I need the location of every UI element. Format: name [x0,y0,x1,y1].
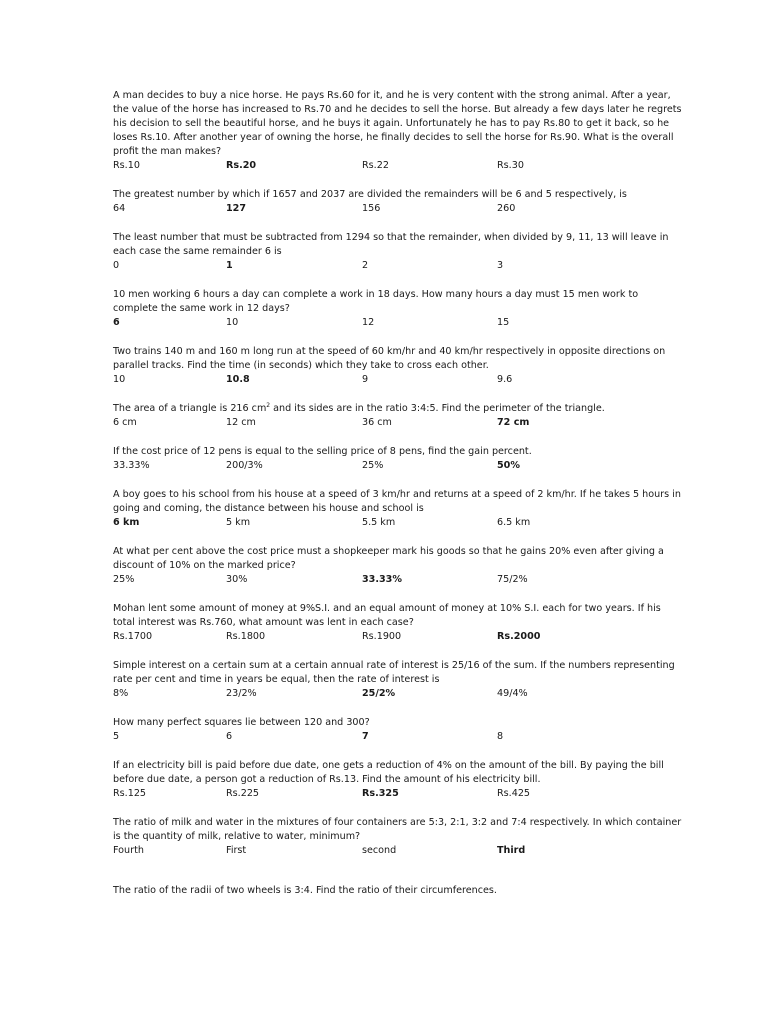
option-a: Rs.125 [113,788,147,799]
option-d: 8 [497,731,504,742]
option-c: 36 cm [362,417,392,428]
question-2 [113,188,683,216]
option-a: Rs.1700 [113,631,153,642]
options-row [113,687,683,701]
question-4 [113,288,683,330]
question-11 [113,659,683,701]
option-a: 0 [113,260,120,271]
option-a: 8% [113,688,129,699]
options-row [113,373,683,387]
option-d-correct: Third [497,845,526,856]
options-row [113,259,683,273]
option-c: 5.5 km [362,517,396,528]
options-row [113,573,683,587]
option-c: second [362,845,397,856]
question-12 [113,716,683,744]
option-b-correct: 1 [226,260,233,271]
options-row [113,787,683,801]
question-5 [113,345,683,387]
question-10 [113,602,683,644]
option-c: 2 [362,260,369,271]
question-text [113,402,683,416]
option-a: 5 [113,731,120,742]
option-c: 12 [362,317,375,328]
option-d-correct: 72 cm [497,417,530,428]
option-b: 10 [226,317,239,328]
option-a: Rs.10 [113,160,140,171]
options-row [113,202,683,216]
option-d: Rs.425 [497,788,531,799]
option-a: 64 [113,203,126,214]
option-a: 10 [113,374,126,385]
option-a: 6 cm [113,417,137,428]
superscript: 2 [266,401,271,409]
question-text: Two trains 140 m and 160 m long run at the speed of 60 km/hr and 40 km/hr respectively in opposite directions on parallel tracks. Find the time (in seconds) which they take to cross each other. [113,346,666,371]
option-b: 6 [226,731,233,742]
question-6 [113,402,683,430]
question-text: 10 men working 6 hours a day can complete a work in 18 days. How many hours a day must 15 men work to complete the same work in 12 days? [113,289,639,314]
option-c: Rs.1900 [362,631,402,642]
question-text: The least number that must be subtracted from 1294 so that the remainder, when divided by 9, 11, 13 will leave in each case the same remainder 6 is [113,232,669,257]
options-row [113,459,683,473]
question-7 [113,445,683,473]
question-8 [113,488,683,530]
option-d: 9.6 [497,374,513,385]
option-c: 9 [362,374,369,385]
options-row [113,316,683,330]
option-d: 260 [497,203,516,214]
option-b: Rs.1800 [226,631,266,642]
question-3 [113,231,683,273]
question-text: If the cost price of 12 pens is equal to the selling price of 8 pens, find the gain percent. [113,446,532,457]
option-a: 33.33% [113,460,150,471]
option-a-correct: 6 km [113,517,140,528]
option-b: 23/2% [226,688,257,699]
option-b: 200/3% [226,460,263,471]
question-text: A man decides to buy a nice horse. He pays Rs.60 for it, and he is very content with the strong animal. After a year, the value of the horse has increased to Rs.70 and he decides to sell the horse. But already a few days later he regrets his decision to sell the beautiful horse, and he buys it again. Unfortunately he has to pay Rs.80 to get it back, so he loses Rs.10. After another year of owning the horse, he finally decides to sell the horse for Rs.90. What is the overall profit the man makes? [113,90,682,157]
question-14 [113,816,683,858]
option-c: 156 [362,203,381,214]
option-c-correct: 7 [362,731,369,742]
question-text: Simple interest on a certain sum at a certain annual rate of interest is 25/16 of the sum. If the numbers representing rate per cent and time in years be equal, then the rate of interest is [113,660,675,685]
question-13 [113,759,683,801]
option-a: 25% [113,574,135,585]
option-a: Fourth [113,845,144,856]
question-9 [113,545,683,587]
question-text: Mohan lent some amount of money at 9%S.I. and an equal amount of money at 10% S.I. each for two years. If his total interest was Rs.760, what amount was lent in each case? [113,603,661,628]
option-b: Rs.225 [226,788,260,799]
options-row [113,416,683,430]
question-text: The ratio of the radii of two wheels is 3:4. Find the ratio of their circumferences. [113,885,497,896]
option-b-correct: Rs.20 [226,160,257,171]
question-text: The greatest number by which if 1657 and 2037 are divided the remainders will be 6 and 5 respectively, is [113,189,627,200]
option-b-correct: 127 [226,203,247,214]
question-1 [113,89,683,173]
question-15 [113,884,683,898]
option-d: 15 [497,317,510,328]
option-c: Rs.22 [362,160,389,171]
option-d-correct: 50% [497,460,520,471]
option-d: Rs.30 [497,160,524,171]
option-c-correct: 33.33% [362,574,402,585]
option-a-correct: 6 [113,317,120,328]
options-row [113,844,683,858]
options-row [113,630,683,644]
option-d: 3 [497,260,504,271]
option-d: 49/4% [497,688,528,699]
option-d: 6.5 km [497,517,531,528]
options-row [113,516,683,530]
option-d-correct: Rs.2000 [497,631,541,642]
option-b-correct: 10.8 [226,374,250,385]
option-d: 75/2% [497,574,528,585]
question-text-start: The area of a triangle is 216 cm [113,403,267,414]
question-text: The ratio of milk and water in the mixtures of four containers are 5:3, 2:1, 3:2 and 7:4 respectively. In which container is the quantity of milk, relative to water, minimum? [113,817,682,842]
option-b: First [226,845,247,856]
question-text: A boy goes to his school from his house at a speed of 3 km/hr and returns at a speed of 2 km/hr. If he takes 5 hours in going and coming, the distance between his house and school is [113,489,681,514]
option-b: 5 km [226,517,251,528]
question-text: How many perfect squares lie between 120 and 300? [113,717,370,728]
option-c: 25% [362,460,384,471]
option-c-correct: 25/2% [362,688,396,699]
question-text: If an electricity bill is paid before due date, one gets a reduction of 4% on the amount of the bill. By paying the bill before due date, a person got a reduction of Rs.13. Find the amount of his electricity bill. [113,760,664,785]
option-c-correct: Rs.325 [362,788,399,799]
question-sheet [113,89,683,913]
options-row [113,159,683,173]
options-row [113,730,683,744]
option-b: 30% [226,574,248,585]
question-text: At what per cent above the cost price must a shopkeeper mark his goods so that he gains 20% even after giving a discount of 10% on the marked price? [113,546,664,571]
option-b: 12 cm [226,417,256,428]
question-text-end: and its sides are in the ratio 3:4:5. Find the perimeter of the triangle. [270,403,605,414]
